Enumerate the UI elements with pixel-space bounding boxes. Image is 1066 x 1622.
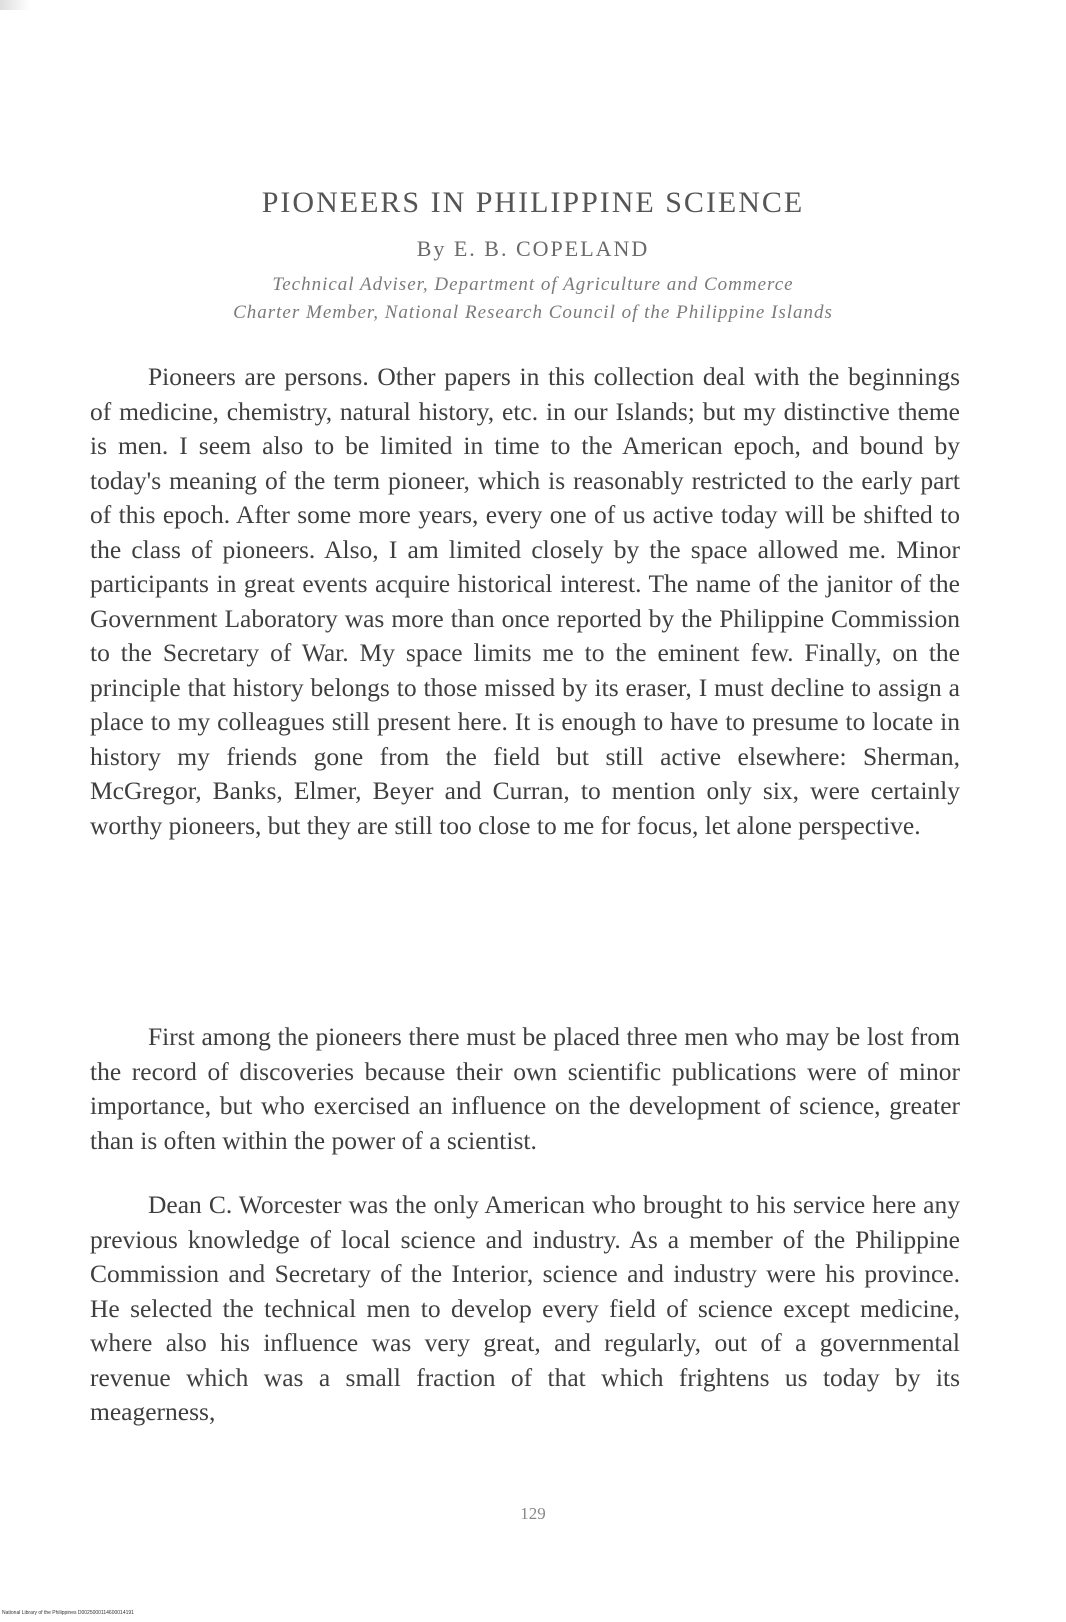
author-byline: By E. B. COPELAND bbox=[416, 236, 650, 261]
author-affiliation-2: Charter Member, National Research Council of the Philippine Islands bbox=[233, 302, 833, 323]
paragraph-2: First among the pioneers there must be placed three men who may be lost from the record of discoveries because their own scientific publications were of minor importance, but who exercised an influence on the development of science, greater than is often within the power of a scientist. bbox=[90, 1022, 960, 1155]
author-affiliation-1: Technical Adviser, Department of Agriculture and Commerce bbox=[272, 274, 794, 295]
page-number: 129 bbox=[520, 1504, 546, 1523]
scan-credit-footer: National Library of the Philippines D0025000114600014191 bbox=[2, 1610, 134, 1616]
paragraph-1: Pioneers are persons. Other papers in this collection deal with the beginnings of medicine, chemistry, natural history, etc. in our Islands; but my distinctive theme is men. I seem also to be limited in time to the American epoch, and bound by today's meaning of the term pioneer, which is reasonably restricted to the early part of this epoch. After some more years, every one of us active today will be shifted to the class of pioneers. Also, I am limited closely by the space allowed me. Minor participants in great events acquire historical interest. The name of the janitor of the Government Laboratory was more than once reported by the Philippine Commission to the Secretary of War. My space limits me to the eminent few. Finally, on the principle that history belongs to those missed by its eraser, I must decline to assign a place to my colleagues still present here. It is enough to have to presume to locate in history my friends gone from the field but still active elsewhere: Sherman, McGregor, Banks, Elmer, Beyer and Curran, to mention only six, were certainly worthy pioneers, but they are still too close to me for focus, let alone perspective. bbox=[90, 362, 960, 840]
article-title: PIONEERS IN PHILIPPINE SCIENCE bbox=[261, 186, 805, 219]
paragraph-3: Dean C. Worcester was the only American who brought to his service here any previous knowledge of local science and industry. As a member of the Philippine Commission and Secretary of the Interior, science and industry were his province. He selected the technical men to develop every field of science except medicine, where also his influence was very great, and regularly, out of a governmental revenue which was a small fraction of that which frightens us today by its meagerness, bbox=[90, 1190, 960, 1426]
scan-edge-artifact bbox=[0, 0, 30, 10]
